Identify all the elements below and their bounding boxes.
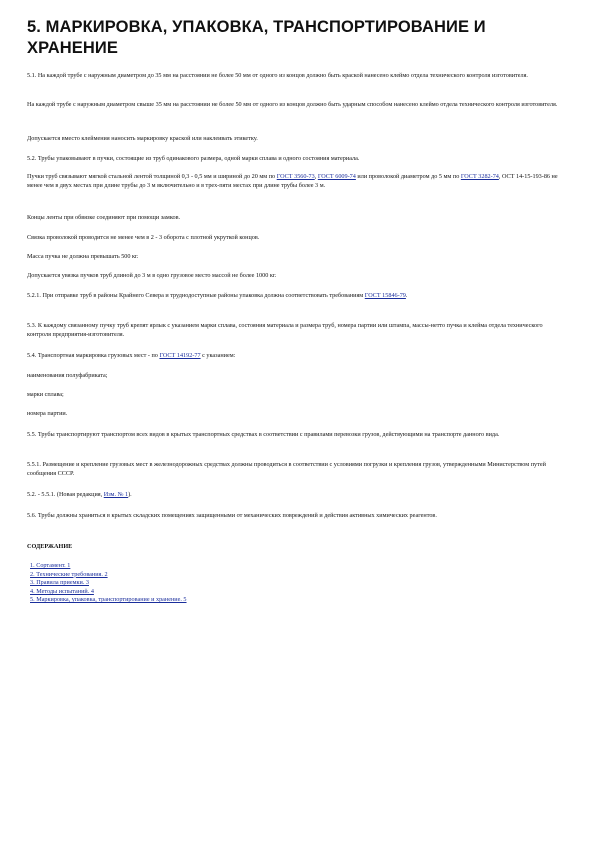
north-text-2: . bbox=[405, 292, 408, 299]
paragraph-revision-note bbox=[27, 491, 567, 500]
paragraph-5-5-1: 5.5.1. Размещение и крепление грузовых мест в железнодорожных средствах должны проводиться в соответствии с условиями погрузки и крепления грузов, утвержденными Министерством путей сообщения СССР. bbox=[27, 461, 546, 477]
link-gost-15846-79[interactable]: ГОСТ 15846-79 bbox=[364, 292, 406, 299]
paragraph-5-2-strapping bbox=[27, 173, 567, 190]
paragraph-5-3: 5.3. К каждому связанному пучку труб крепят ярлык с указанием марки сплава, состояния материала и размера труб, номера партии или штампа, массы-нетто пучка и клейма отдела технического контроля предприятия-изготовителя. bbox=[27, 322, 543, 338]
paragraph-5-1: 5.1. На каждой трубе с наружным диаметром до 35 мм на расстоянии не более 50 мм от одного из концов должно быть краской нанесено клеймо отдела технического контроля изготовителя. bbox=[27, 72, 528, 79]
toc-link-acceptance-rules[interactable]: 3. Правила приемки. 3 bbox=[30, 579, 89, 587]
transport-marking-text-1: 5.4. Транспортная маркировка грузовых мест - по bbox=[27, 352, 160, 359]
section-title: 5. МАРКИРОВКА, УПАКОВКА, ТРАНСПОРТИРОВАНИЕ И ХРАНЕНИЕ bbox=[27, 18, 486, 57]
paragraph-5-1-impact-marking: На каждой трубе с наружным диаметром свыше 35 мм на расстоянии не более 50 мм от одного из концов должно быть ударным способом нанесено клеймо отдела технического контроля изготовителя. bbox=[27, 101, 558, 108]
strapping-text-2: , bbox=[314, 173, 318, 180]
paragraph-5-2-1 bbox=[27, 292, 567, 301]
toc-link-marking-packing[interactable]: 5. Маркировка, упаковка, транспортирование и хранение. 5 bbox=[30, 596, 187, 604]
paragraph-wire-binding: Связка проволокой проводится не менее чем в 2 - 3 оборота с плотной укруткой концов. bbox=[27, 234, 260, 241]
strapping-text-4: , ОСТ 14-15-193-86 не менее чем в двух местах при длине трубы до 3 м включительно и в трех-пяти местах при длине трубы более 3 м. bbox=[27, 173, 558, 189]
paragraph-bundle-mass: Масса пучка не должна превышать 500 кг. bbox=[27, 253, 139, 260]
toc-link-technical-requirements[interactable]: 2. Технические требования. 2 bbox=[30, 570, 108, 578]
marking-item-alloy-grade: марки сплава; bbox=[27, 391, 64, 398]
toc-link-assortment[interactable]: 1. Сортамент. 1 bbox=[30, 562, 71, 569]
toc-heading: СОДЕРЖАНИЕ bbox=[27, 543, 73, 550]
marking-item-batch-number: номера партии. bbox=[27, 410, 68, 417]
link-gost-3282-74[interactable]: ГОСТ 3282-74 bbox=[460, 173, 499, 180]
paragraph-5-1-paint-option: Допускается вместо клеймения наносить маркировку краской или наклеивать этикетку. bbox=[27, 135, 258, 142]
paragraph-5-2: 5.2. Трубы упаковывают в пучки, состоящие из труб одинакового размера, одной марки сплава и одного состояния материала. bbox=[27, 155, 360, 162]
paragraph-5-4 bbox=[27, 352, 567, 361]
paragraph-bundle-tie: Допускается увязка пучков труб длиной до 3 м в одно грузовое место массой не более 1000 кг. bbox=[27, 272, 277, 279]
link-gost-3560-73[interactable]: ГОСТ 3560-73 bbox=[276, 173, 315, 180]
north-text-1: 5.2.1. При отправке труб в районы Крайнего Севера и труднодоступные районы упаковка должна соответствовать требованиям bbox=[27, 292, 365, 299]
marking-item-product-name: наименования полуфабриката; bbox=[27, 372, 108, 379]
revision-text-2: ). bbox=[128, 491, 132, 498]
paragraph-5-6: 5.6. Трубы должны храниться в крытых складских помещениях защищенными от механических повреждений и действия активных химических реагентов. bbox=[27, 512, 437, 519]
strapping-text-1: Пучки труб связывают мягкой стальной лентой толщиной 0,3 - 0,5 мм и шириной до 20 мм по bbox=[27, 173, 277, 180]
link-amendment-1[interactable]: Изм. № 1 bbox=[103, 491, 129, 498]
paragraph-5-5: 5.5. Трубы транспортируют транспортом всех видов в крытых транспортных средствах в соответствии с правилами перевозки грузов, действующими на транспорте данного вида. bbox=[27, 431, 500, 438]
table-of-contents bbox=[30, 562, 330, 605]
link-gost-6009-74[interactable]: ГОСТ 6009-74 bbox=[317, 173, 356, 180]
link-gost-14192-77[interactable]: ГОСТ 14192-77 bbox=[159, 352, 201, 359]
revision-text-1: 5.2. - 5.5.1. (Новая редакция, bbox=[27, 491, 104, 498]
strapping-text-3: или проволокой диаметром до 5 мм по bbox=[355, 173, 461, 180]
transport-marking-text-2: с указанием: bbox=[200, 352, 236, 359]
toc-link-test-methods[interactable]: 4. Методы испытаний. 4 bbox=[30, 587, 94, 595]
paragraph-band-ends: Концы ленты при обвязке соединяют при помощи замков. bbox=[27, 214, 181, 221]
